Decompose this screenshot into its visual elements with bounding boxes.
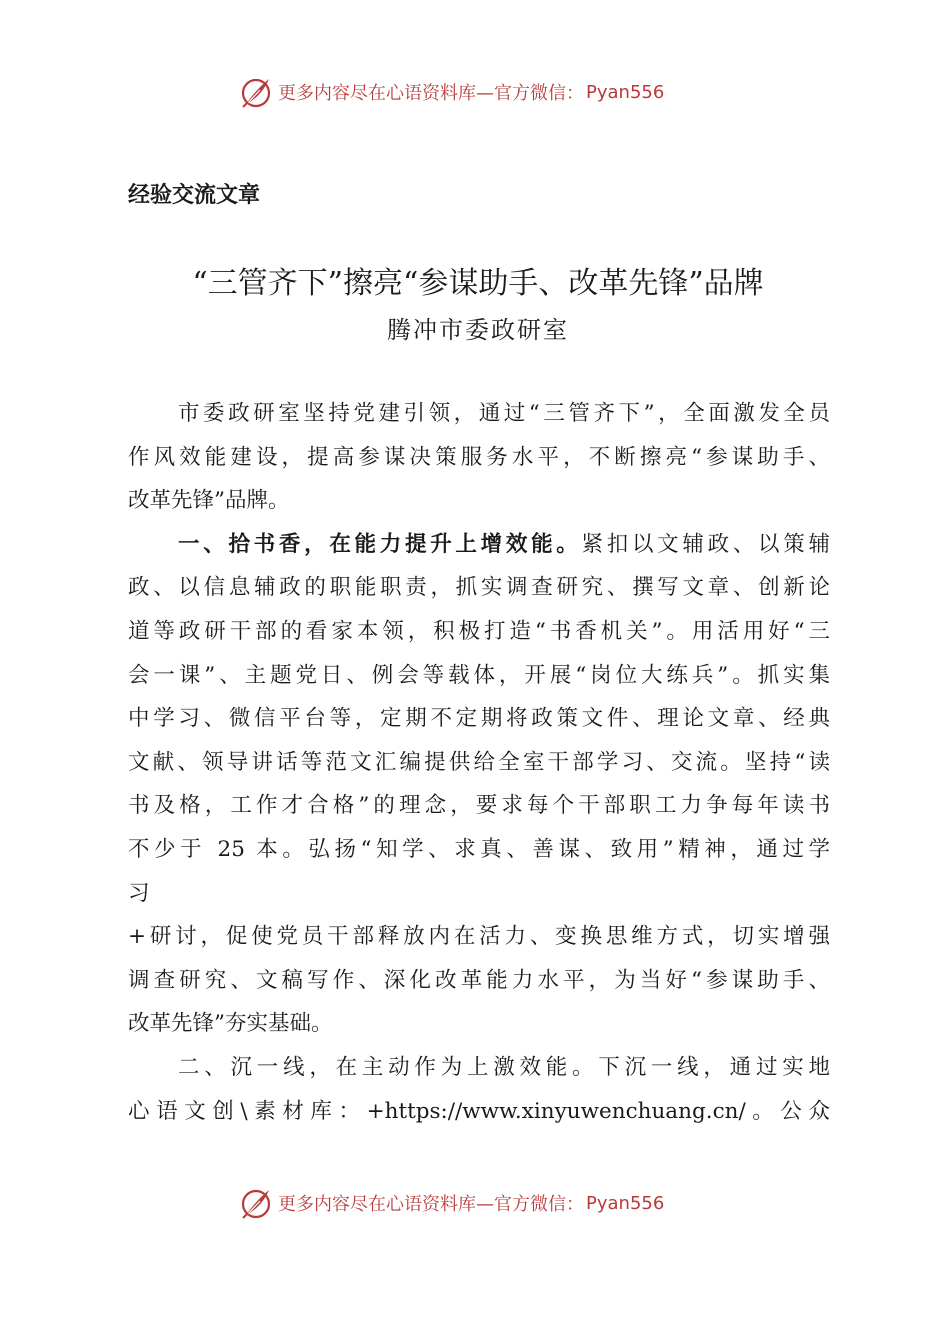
body-line: 中学习、微信平台等，定期不定期将政策文件、理论文章、经典 [128, 706, 830, 732]
banner-wechat-id: Pyan556 [586, 81, 665, 103]
body-line: 不少于 25 本。弘扬“知学、求真、善谋、致用”精神，通过学 [128, 836, 830, 862]
body-line: 习 [128, 880, 150, 906]
body-line: 文献、领导讲话等范文汇编提供给全室干部学习、交流。坚持“读 [128, 749, 830, 775]
section-1-lead: 紧扣以文辅政、以策辅 [581, 531, 830, 557]
body-line: 道等政研干部的看家本领，积极打造“书香机关”。用活用好“三 [128, 618, 830, 644]
quill-pen-logo-icon [238, 1185, 274, 1221]
body-line-source-link[interactable]: 心语文创\素材库：+https://www.xinyuwenchuang.cn/。公众 [128, 1098, 830, 1124]
banner-wechat-id: Pyan556 [586, 1192, 665, 1214]
body-line: 书及格，工作才合格”的理念，要求每个干部职工力争每年读书 [128, 793, 830, 819]
banner-text: 更多内容尽在心语资料库—官方微信： [278, 83, 584, 104]
article-category: 经验交流文章 [128, 183, 261, 208]
body-line: 改革先锋”夯实基础。 [128, 1011, 333, 1037]
footer-banner[interactable] [238, 1183, 664, 1223]
section-heading-1: 一、拾书香，在能力提升上增效能。 [178, 531, 582, 557]
header-banner[interactable] [238, 72, 664, 112]
body-line-section-1 [128, 523, 830, 567]
quill-pen-logo-icon [238, 74, 274, 110]
body-line: +研讨，促使党员干部释放内在活力、变换思维方式，切实增强 [128, 924, 830, 950]
body-line-section-2: 二、沉一线，在主动作为上激效能。下沉一线，通过实地 [178, 1054, 830, 1080]
body-line: 调查研究、文稿写作、深化改革能力水平，为当好“参谋助手、 [128, 967, 830, 993]
article-title: “三管齐下”擦亮“参谋助手、改革先锋”品牌 [192, 266, 764, 301]
body-line: 改革先锋”品牌。 [128, 488, 290, 514]
body-line: 作风效能建设，提高参谋决策服务水平，不断擦亮“参谋助手、 [128, 444, 830, 470]
body-line: 政、以信息辅政的职能职责，抓实调查研究、撰写文章、创新论 [128, 575, 830, 601]
body-line: 会一课”、主题党日、例会等载体，开展“岗位大练兵”。抓实集 [128, 662, 830, 688]
article-author: 腾冲市委政研室 [387, 316, 569, 344]
body-line: 市委政研室坚持党建引领，通过“三管齐下”，全面激发全员 [178, 401, 830, 426]
article-body [128, 392, 830, 1133]
banner-text: 更多内容尽在心语资料库—官方微信： [278, 1194, 584, 1215]
